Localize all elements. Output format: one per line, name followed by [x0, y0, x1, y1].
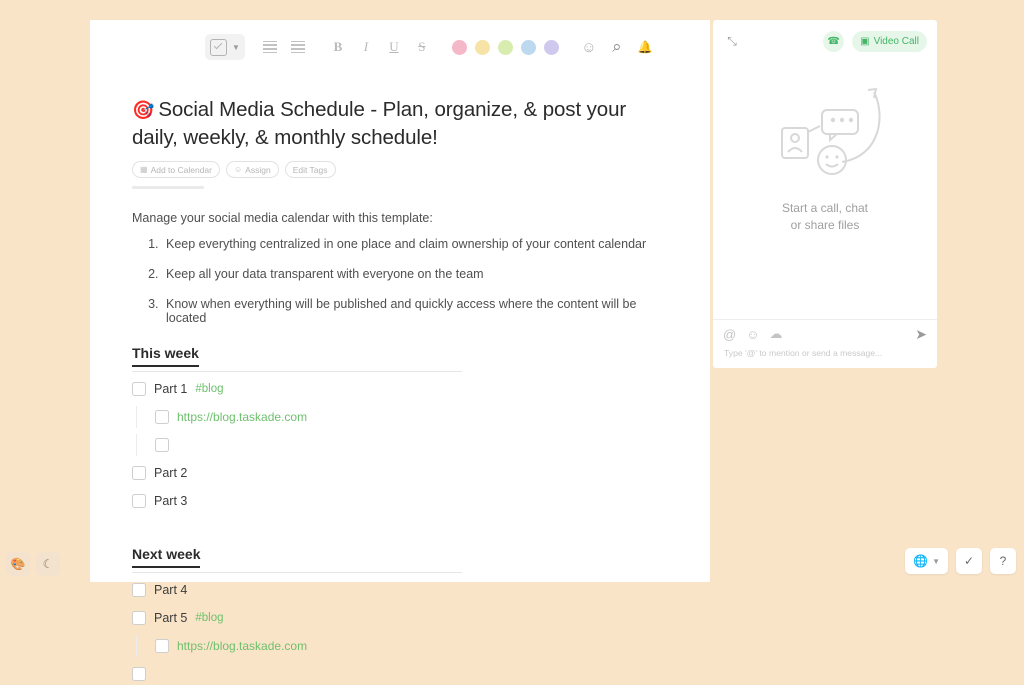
chevron-down-icon: ▼ — [932, 556, 940, 566]
add-to-calendar-label: Add to Calendar — [150, 164, 212, 175]
block-type-dropdown[interactable] — [205, 34, 245, 60]
collapse-icon[interactable]: ⤡ — [727, 33, 737, 48]
checkbox-icon[interactable] — [132, 382, 146, 396]
color-swatch-blue[interactable] — [521, 40, 536, 55]
task-label: Part 5 — [154, 611, 188, 625]
task-label: Part 3 — [154, 494, 188, 508]
check-button[interactable]: ✓ — [956, 548, 982, 574]
search-icon[interactable]: ⌕ — [612, 37, 622, 56]
assign-label: Assign — [245, 164, 271, 175]
table-row[interactable] — [132, 607, 670, 629]
checkbox-icon[interactable] — [132, 466, 146, 480]
video-call-label: Video Call — [873, 35, 919, 47]
section-header-this-week — [132, 345, 670, 372]
chat-illustration-icon — [750, 76, 900, 186]
chevron-down-icon: ▼ — [232, 42, 240, 52]
person-icon: ☺ — [234, 165, 243, 174]
page-title — [132, 96, 670, 152]
audio-call-button[interactable] — [823, 31, 844, 52]
table-row[interactable] — [132, 462, 670, 484]
intro-text: Manage your social media calendar with this template: — [132, 211, 433, 225]
calendar-icon: ▦ — [140, 165, 148, 174]
bottom-left-toolbar — [6, 552, 60, 576]
add-to-calendar-chip[interactable] — [132, 161, 220, 178]
color-swatch-green[interactable] — [498, 40, 513, 55]
bold-button[interactable]: B — [333, 39, 343, 54]
document-panel — [90, 20, 710, 653]
chat-empty-line-2: or share files — [790, 218, 860, 232]
language-button[interactable] — [905, 548, 948, 574]
strikethrough-button[interactable]: S — [418, 39, 426, 54]
dark-mode-button[interactable]: ☾ — [36, 552, 60, 576]
chat-empty-state — [713, 62, 937, 319]
globe-icon: 🌐 — [913, 554, 929, 568]
task-label: Part 1 — [154, 382, 188, 396]
indent-icon — [291, 41, 305, 53]
assign-chip[interactable] — [226, 161, 279, 178]
chat-empty-line-1: Start a call, chat — [781, 201, 869, 215]
section-divider — [132, 371, 462, 372]
table-row[interactable] — [132, 579, 670, 601]
video-call-button[interactable] — [852, 31, 927, 52]
upload-icon[interactable]: ☁ — [769, 326, 783, 341]
checkbox-icon[interactable] — [155, 639, 169, 653]
checkbox-icon[interactable] — [132, 583, 146, 597]
checkbox-icon[interactable] — [132, 494, 146, 508]
checkbox-icon[interactable] — [155, 438, 169, 452]
section-divider — [132, 572, 462, 573]
task-label: Part 2 — [154, 466, 188, 480]
indent-button[interactable] — [285, 34, 311, 60]
color-swatch-purple[interactable] — [544, 40, 559, 55]
bottom-right-toolbar — [905, 548, 1016, 574]
emoji-icon[interactable]: ☺ — [581, 38, 597, 56]
phone-icon: ☎ — [827, 35, 840, 47]
task-link[interactable]: https://blog.taskade.com — [177, 410, 308, 424]
section-title: This week — [132, 345, 199, 367]
chat-header — [713, 20, 937, 62]
edit-tags-chip[interactable] — [285, 161, 336, 178]
chat-panel — [713, 20, 937, 368]
table-row[interactable] — [136, 635, 670, 657]
color-swatch-pink[interactable] — [452, 40, 467, 55]
title-underline — [132, 186, 204, 189]
outdent-icon — [263, 41, 277, 53]
help-button[interactable]: ? — [990, 548, 1016, 574]
task-link[interactable]: https://blog.taskade.com — [177, 639, 308, 653]
list-item: 1. Keep everything centralized in one place and claim ownership of your content calendar — [162, 237, 670, 251]
section-title: Next week — [132, 546, 200, 568]
color-swatch-yellow[interactable] — [475, 40, 490, 55]
emoji-icon[interactable]: ☺ — [746, 326, 760, 342]
italic-button[interactable]: I — [363, 39, 369, 54]
table-row[interactable] — [132, 490, 670, 512]
mention-icon[interactable]: @ — [723, 326, 737, 342]
intro-bullet-list — [132, 237, 670, 325]
task-tag[interactable]: #blog — [195, 612, 224, 624]
edit-tags-label: Edit Tags — [292, 164, 328, 175]
video-camera-icon: ▣ — [860, 35, 870, 47]
send-icon[interactable]: ➤ — [915, 325, 927, 342]
page-title-text: Social Media Schedule - Plan, organize, & post your daily, weekly, & monthly schedule! — [132, 98, 627, 149]
checkbox-icon[interactable] — [132, 667, 146, 681]
table-row[interactable] — [136, 406, 670, 428]
document-body — [90, 74, 710, 685]
chat-toolbar — [713, 320, 937, 348]
outdent-button[interactable] — [257, 34, 283, 60]
editor-toolbar — [90, 20, 710, 74]
table-row[interactable] — [132, 378, 670, 400]
section-header-next-week — [132, 546, 670, 573]
table-row[interactable] — [132, 663, 670, 685]
task-label: Part 4 — [154, 583, 188, 597]
checkbox-icon[interactable] — [155, 410, 169, 424]
target-emoji-icon: 🎯 — [132, 100, 155, 120]
chat-empty-text — [782, 200, 868, 234]
list-item: 3. Know when everything will be published and quickly access where the content will be located — [162, 297, 670, 325]
underline-button[interactable]: U — [389, 39, 399, 54]
theme-palette-button[interactable]: 🎨 — [6, 552, 30, 576]
checklist-icon — [210, 39, 227, 56]
list-item: 2. Keep all your data transparent with everyone on the team — [162, 267, 670, 281]
table-row[interactable] — [136, 434, 670, 456]
title-action-chips — [132, 161, 670, 178]
chat-message-input[interactable]: Type '@' to mention or send a message... — [724, 348, 883, 358]
checkbox-icon[interactable] — [132, 611, 146, 625]
bell-icon[interactable]: 🔔 — [637, 40, 653, 54]
task-tag[interactable]: #blog — [195, 383, 224, 395]
